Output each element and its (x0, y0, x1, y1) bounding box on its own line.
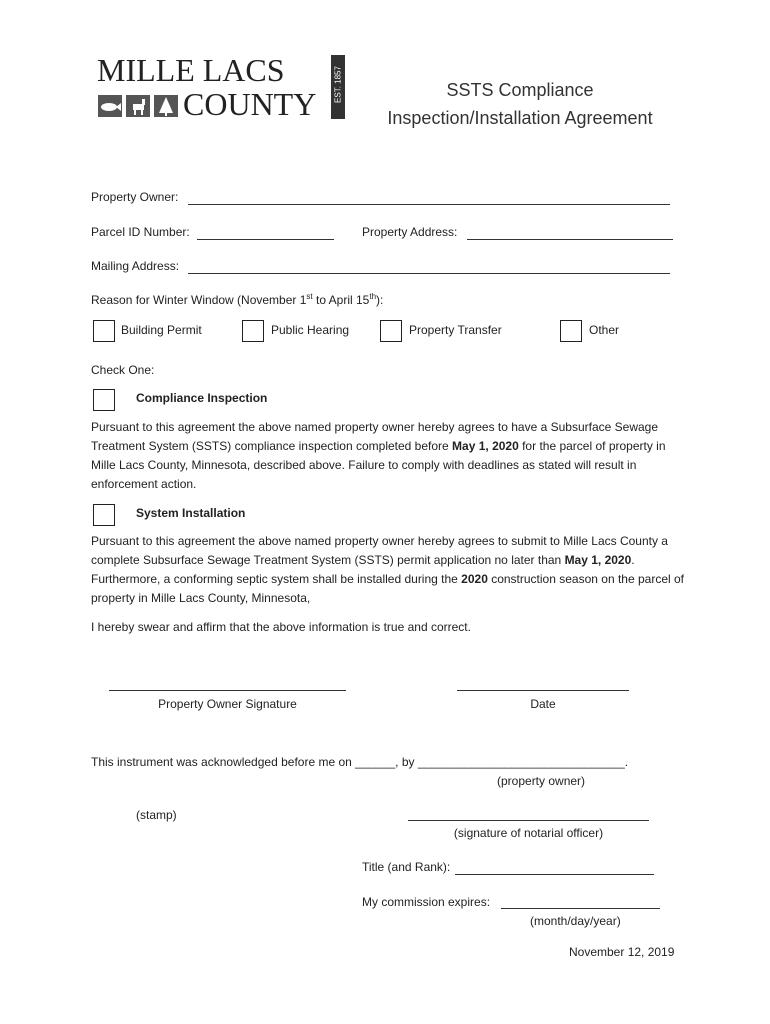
reason-prefix: Reason for Winter Window (November 1 (91, 293, 307, 307)
acknowledgement-owner-blank[interactable]: _______________________________. (417, 755, 629, 769)
title-rank-label: Title (and Rank): (362, 860, 451, 874)
county-logo (97, 52, 347, 122)
public-hearing-checkbox[interactable] (242, 320, 264, 342)
property-owner-label: Property Owner: (91, 190, 179, 204)
commission-date-caption: (month/day/year) (530, 914, 621, 928)
mailing-address-label: Mailing Address: (91, 259, 180, 273)
deer-icon (126, 95, 150, 117)
compliance-deadline: May 1, 2020 (452, 439, 519, 453)
property-address-field[interactable] (467, 239, 673, 240)
notarial-officer-caption: (signature of notarial officer) (453, 826, 604, 840)
form-title-line1: SSTS Compliance (446, 80, 594, 100)
logo-line1: MILLE LACS (97, 52, 285, 88)
commission-expires-label: My commission expires: (362, 895, 491, 909)
form-title-line2: Inspection/Installation Agreement (387, 108, 653, 128)
logo-est-text: EST. 1857 (333, 66, 343, 103)
notarial-officer-signature-field[interactable] (408, 820, 649, 821)
installation-deadline: May 1, 2020 (564, 553, 632, 567)
property-transfer-checkbox[interactable] (380, 320, 402, 342)
signature-date-label: Date (530, 697, 556, 711)
logo-icons (97, 93, 181, 119)
compliance-text-2: for the parcel of property in Mille Lacs County, Minnesota, described above. Failure to comply with deadlines as stated will result in enforcement action. (91, 439, 666, 491)
other-label: Other (589, 323, 620, 337)
reason-mid: to April 15 (312, 293, 370, 307)
installation-text-1: Pursuant to this agreement the above named property owner hereby agrees to submit to Mille Lacs County a complete Subsurface Sewage Treatment System (SSTS) permit application no later than (91, 534, 668, 567)
acknowledgement-text: This instrument was acknowledged before me on ______, by (91, 755, 418, 769)
logo-line2: COUNTY (183, 86, 317, 122)
reason-sup2: th (369, 292, 377, 301)
parcel-id-label: Parcel ID Number: (91, 225, 190, 239)
owner-signature-field[interactable] (109, 690, 346, 691)
installation-text-2: . Furthermore, a conforming septic system shall be installed during the (91, 553, 635, 586)
pine-tree-icon (154, 95, 178, 117)
property-address-label: Property Address: (362, 225, 458, 239)
compliance-inspection-title: Compliance Inspection (136, 391, 268, 405)
property-owner-field[interactable] (188, 204, 670, 205)
commission-expires-field[interactable] (501, 908, 660, 909)
logo-est-badge (331, 55, 345, 119)
title-rank-field[interactable] (455, 874, 654, 875)
building-permit-label: Building Permit (121, 323, 202, 337)
property-owner-caption: (property owner) (497, 774, 586, 788)
compliance-inspection-checkbox[interactable] (93, 389, 115, 411)
signature-date-field[interactable] (457, 690, 629, 691)
system-installation-title: System Installation (136, 506, 246, 520)
fish-icon (98, 95, 122, 117)
stamp-label: (stamp) (136, 808, 177, 822)
mailing-address-field[interactable] (188, 273, 670, 274)
reason-label (91, 293, 383, 307)
public-hearing-label: Public Hearing (271, 323, 350, 337)
form-title (370, 76, 670, 132)
document-date: November 12, 2019 (569, 945, 675, 959)
reason-suffix: ): (376, 293, 384, 307)
property-transfer-label: Property Transfer (409, 323, 502, 337)
check-one-label: Check One: (91, 363, 155, 377)
installation-paragraph (91, 532, 691, 608)
notary-acknowledgement (91, 755, 628, 769)
compliance-text-1: Pursuant to this agreement the above named property owner hereby agrees to have a Subsurface Sewage Treatment System (SSTS) compliance inspection completed before (91, 420, 659, 453)
building-permit-checkbox[interactable] (93, 320, 115, 342)
installation-text-3: construction season on the parcel of property in Mille Lacs County, Minnesota, (91, 572, 684, 605)
system-installation-checkbox[interactable] (93, 504, 115, 526)
installation-season: 2020 (461, 572, 488, 586)
reason-sup1: st (306, 292, 313, 301)
other-checkbox[interactable] (560, 320, 582, 342)
owner-signature-label: Property Owner Signature (158, 697, 297, 711)
compliance-paragraph (91, 418, 691, 494)
parcel-id-field[interactable] (197, 239, 334, 240)
affirmation-text: I hereby swear and affirm that the above information is true and correct. (91, 620, 471, 634)
